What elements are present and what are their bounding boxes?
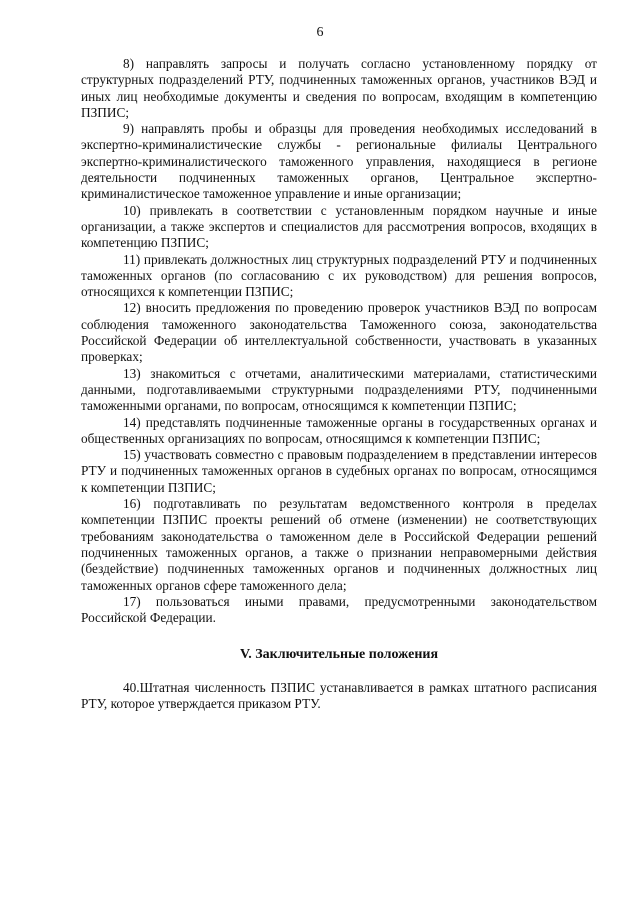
list-item-13: 13) знакомиться с отчетами, аналитическими материалами, статистическими данными, подготавливаемыми структурными подразделениями РТУ, подчиненными таможенными органами, по вопросам, относящимся к компетенции ПЗПИС; [81,365,597,414]
final-paragraph: 40.Штатная численность ПЗПИС устанавливается в рамках штатного расписания РТУ, которое утверждается приказом РТУ. [81,679,597,711]
list-item-16: 16) подготавливать по результатам ведомственного контроля в пределах компетенции ПЗПИС проекты решений об отмене (изменении) не соответствующих требованиям законодательства о таможенном деле в Российской Федерации решений подчиненных таможенных органов, а также о признании неправомерными действия (бездействие) подчиненных таможенных органов и подчиненных должностных лиц таможенных органов сфере таможенного дела; [81,496,597,593]
list-item-15: 15) участвовать совместно с правовым подразделением в представлении интересов РТУ и подчиненных таможенных органов в судебных органах по вопросам, относящимся к компетенции ПЗПИС; [81,447,597,495]
list-item-12: 12) вносить предложения по проведению проверок участников ВЭД по вопросам соблюдения таможенного законодательства Таможенного союза, законодательства Российской Федерации об интеллектуальной собственности, участвовать в указанных проверках; [81,300,597,365]
page-number: 6 [316,25,324,40]
list-item-17: 17) пользоваться иными правами, предусмотренными законодательством Российской Федерации. [81,593,597,626]
list-item-11: 11) привлекать должностных лиц структурных подразделений РТУ и подчиненных таможенных органов (по согласованию с их руководством) для решения вопросов, относящихся к компетенции ПЗПИС; [81,251,597,300]
list-item-9: 9) направлять пробы и образцы для проведения необходимых исследований в экспертно-криминалистические службы - региональные филиалы Центрального экспертно-криминалистического таможенного управления, находящиеся в регионе деятельности подчиненных таможенных органов, Центральное экспертно-криминалистическое таможенное управление и иные организации; [81,121,597,202]
list-item-8: 8) направлять запросы и получать согласно установленному порядку от структурных подразделений РТУ, подчиненных таможенных органов, участников ВЭД и иных лиц необходимые документы и сведения по вопросам, входящим в компетенцию ПЗПИС; [81,56,597,120]
section-heading: V. Заключительные положения [239,647,439,663]
list-item-10: 10) привлекать в соответствии с установленным порядком научные и иные организации, а также экспертов и специалистов для рассмотрения вопросов, входящих в компетенцию ПЗПИС; [81,202,597,251]
document-body [81,56,597,712]
list-item-14: 14) представлять подчиненные таможенные органы в государственных органах и общественных организациях по вопросам, относящимся к компетенции ПЗПИС; [81,414,597,446]
